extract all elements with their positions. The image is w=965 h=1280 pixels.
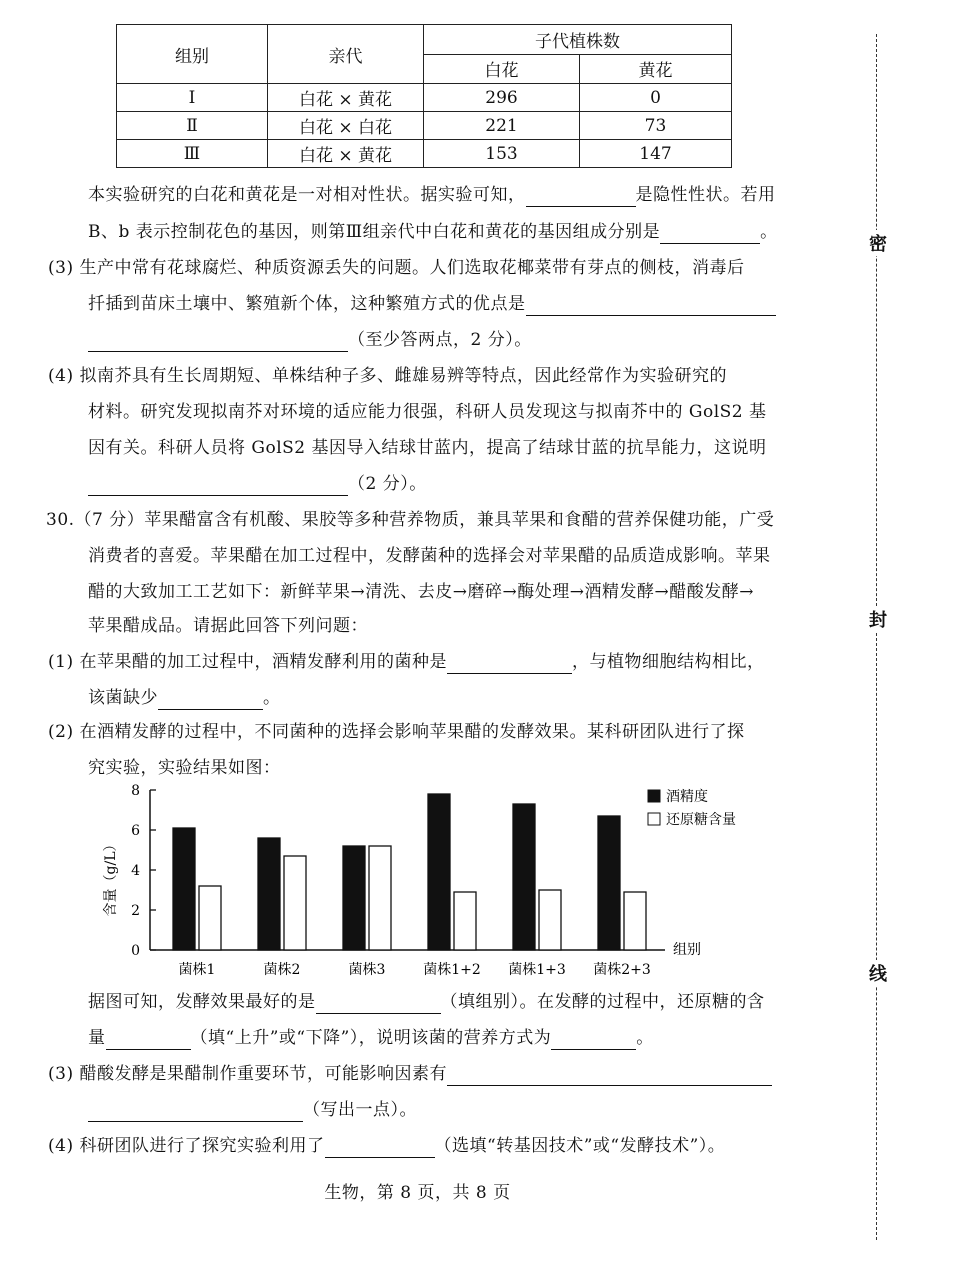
answer-blank[interactable]: [325, 1139, 435, 1158]
text-span: 30.（7 分）苹果醋富含有机酸、果胶等多种营养物质，兼具苹果和食醋的营养保健功能，广受: [46, 510, 775, 530]
bar-reducing-sugar: [284, 856, 306, 950]
text-line: [88, 220, 778, 244]
question-number: (1): [48, 652, 74, 672]
bar-reducing-sugar: [369, 846, 391, 950]
text-line: [88, 756, 281, 780]
bar-alcohol: [343, 846, 365, 950]
y-tick-label: 6: [131, 823, 140, 839]
text-line: [88, 292, 776, 316]
text-span: ，与植物细胞结构相比，: [572, 652, 765, 672]
answer-blank[interactable]: [106, 1031, 191, 1050]
cross-table: [116, 24, 732, 168]
legend-label-alcohol: 酒精度: [666, 789, 708, 805]
text-span: 是隐性性状。若用: [635, 185, 776, 205]
text-line: [88, 328, 532, 352]
header-white: 白花: [424, 54, 580, 84]
text-span: 。: [636, 1028, 654, 1048]
header-yellow: 黄花: [580, 54, 732, 84]
text-span: 醋的大致加工工艺如下：新鲜苹果→清洗、去皮→磨碎→酶处理→酒精发酵→醋酸发酵→: [88, 582, 754, 602]
text-line: [88, 614, 368, 638]
bar-reducing-sugar: [624, 892, 646, 950]
x-category-label: 菌株3: [348, 962, 386, 978]
text-span: 据图可知，发酵效果最好的是: [88, 992, 316, 1012]
bar-reducing-sugar: [539, 890, 561, 950]
y-tick-label: 2: [131, 903, 140, 919]
text-span: （填“上升”或“下降”），说明该菌的营养方式为: [190, 1028, 552, 1048]
header-group: 组别: [117, 25, 268, 84]
table-row: [117, 112, 732, 140]
question-number: (4): [48, 1136, 74, 1156]
bar-alcohol: [258, 838, 280, 950]
subquestion-1: [48, 650, 765, 674]
answer-blank[interactable]: [88, 477, 348, 496]
y-axis-label: 含量（g/L）: [103, 837, 119, 917]
answer-blank[interactable]: [551, 1031, 636, 1050]
answer-blank[interactable]: [88, 333, 348, 352]
text-line: [88, 1098, 417, 1122]
text-span: 科研团队进行了探究实验利用了: [79, 1136, 325, 1156]
table-row: [117, 84, 732, 112]
legend-label-sugar: 还原糖含量: [666, 812, 736, 828]
text-line: [88, 183, 776, 207]
seal-char-mi: 密: [867, 230, 889, 256]
y-tick-label: 4: [131, 863, 140, 879]
text-span: 。: [760, 222, 778, 242]
x-category-label: 菌株1: [178, 962, 216, 978]
cell-white: 153: [424, 140, 580, 168]
cell-group: Ⅱ: [117, 112, 268, 140]
x-category-label: 菌株2+3: [593, 962, 651, 978]
text-span: 在苹果醋的加工过程中，酒精发酵利用的菌种是: [79, 652, 447, 672]
cell-group: Ⅰ: [117, 84, 268, 112]
text-span: 究实验，实验结果如图：: [88, 758, 281, 778]
text-span: 消费者的喜爱。苹果醋在加工过程中，发酵菌种的选择会对苹果醋的品质造成影响。苹果: [88, 546, 771, 566]
text-span: 在酒精发酵的过程中，不同菌种的选择会影响苹果醋的发酵效果。某科研团队进行了探: [79, 722, 745, 742]
text-line: [88, 544, 771, 568]
bar-reducing-sugar: [454, 892, 476, 950]
header-parents: 亲代: [268, 25, 424, 84]
seal-char-feng: 封: [867, 606, 889, 632]
question-3: [48, 256, 745, 280]
bar-alcohol: [173, 828, 195, 950]
x-axis-label: 组别: [673, 942, 701, 958]
legend: [648, 788, 736, 828]
cell-yellow: 147: [580, 140, 732, 168]
page-footer: [0, 1181, 835, 1205]
footer-text: 生物，第 8 页，共 8 页: [324, 1183, 511, 1203]
answer-blank[interactable]: [526, 188, 636, 207]
question-4: [48, 364, 727, 388]
bar-alcohol: [428, 794, 450, 950]
text-span: 该菌缺少: [88, 688, 158, 708]
text-span: 醋酸发酵是果醋制作重要环节，可能影响因素有: [79, 1064, 447, 1084]
seal-dashed-line: [876, 34, 877, 1240]
text-span: （至少答两点，2 分）。: [348, 330, 532, 350]
text-line: [88, 1026, 654, 1050]
answer-blank[interactable]: [158, 691, 263, 710]
legend-swatch-sugar: [648, 813, 660, 825]
bar-alcohol: [598, 816, 620, 950]
text-line: [88, 472, 427, 496]
text-line: [88, 580, 754, 604]
bar-chart: [95, 782, 775, 982]
text-line: [88, 436, 767, 460]
cell-parents: 白花 × 黄花: [268, 140, 424, 168]
cell-white: 221: [424, 112, 580, 140]
answer-blank[interactable]: [447, 1067, 772, 1086]
y-tick-label: 0: [131, 943, 140, 959]
text-span: （2 分）。: [348, 474, 427, 494]
text-span: （选填“转基因技术”或“发酵技术”）。: [434, 1136, 726, 1156]
text-span: 扦插到苗床土壤中、繁殖新个体，这种繁殖方式的优点是: [88, 294, 526, 314]
subquestion-4: [48, 1134, 725, 1158]
seal-char-xian: 线: [867, 960, 889, 986]
answer-blank[interactable]: [526, 297, 776, 316]
text-span: 因有关。科研人员将 GolS2 基因导入结球甘蓝内，提高了结球甘蓝的抗旱能力，这说明: [88, 438, 767, 458]
question-number: (4): [48, 366, 74, 386]
text-line: [88, 686, 281, 710]
legend-swatch-alcohol: [648, 790, 660, 802]
cell-parents: 白花 × 白花: [268, 112, 424, 140]
question-number: (3): [48, 1064, 74, 1084]
answer-blank[interactable]: [660, 225, 760, 244]
text-span: B、b 表示控制花色的基因，则第Ⅲ组亲代中白花和黄花的基因组成分别是: [88, 222, 661, 242]
text-span: 生产中常有花球腐烂、种质资源丢失的问题。人们选取花椰菜带有芽点的侧枝，消毒后: [79, 258, 745, 278]
answer-blank[interactable]: [88, 1103, 303, 1122]
subquestion-2: [48, 720, 745, 744]
text-span: （填组别）。在发酵的过程中，还原糖的含: [440, 992, 765, 1012]
table-row: [117, 140, 732, 168]
cell-group: Ⅲ: [117, 140, 268, 168]
text-span: 材料。研究发现拟南芥对环境的适应能力很强，科研人员发现这与拟南芥中的 GolS2 基: [88, 402, 767, 422]
x-category-label: 菌株2: [263, 962, 301, 978]
answer-blank[interactable]: [316, 995, 441, 1014]
cell-yellow: 73: [580, 112, 732, 140]
text-span: 。: [263, 688, 281, 708]
question-number: (2): [48, 722, 74, 742]
text-line: [88, 990, 765, 1014]
cell-white: 296: [424, 84, 580, 112]
y-tick-label: 8: [131, 783, 140, 799]
answer-blank[interactable]: [447, 655, 572, 674]
cell-yellow: 0: [580, 84, 732, 112]
header-offspring: 子代植株数: [424, 25, 732, 55]
text-span: 量: [88, 1028, 106, 1048]
x-category-label: 菌株1+3: [508, 962, 566, 978]
text-span: （写出一点）。: [303, 1100, 417, 1120]
bar-reducing-sugar: [199, 886, 221, 950]
text-span: 苹果醋成品。请据此回答下列问题：: [88, 616, 368, 636]
question-number: (3): [48, 258, 74, 278]
subquestion-3: [48, 1062, 772, 1086]
text-span: 拟南芥具有生长周期短、单株结种子多、雌雄易辨等特点，因此经常作为实验研究的: [79, 366, 727, 386]
text-line: [88, 400, 767, 424]
x-category-label: 菌株1+2: [423, 962, 481, 978]
problem-30: [46, 508, 774, 532]
bar-alcohol: [513, 804, 535, 950]
text-span: 本实验研究的白花和黄花是一对相对性状。据实验可知，: [88, 185, 526, 205]
cell-parents: 白花 × 黄花: [268, 84, 424, 112]
